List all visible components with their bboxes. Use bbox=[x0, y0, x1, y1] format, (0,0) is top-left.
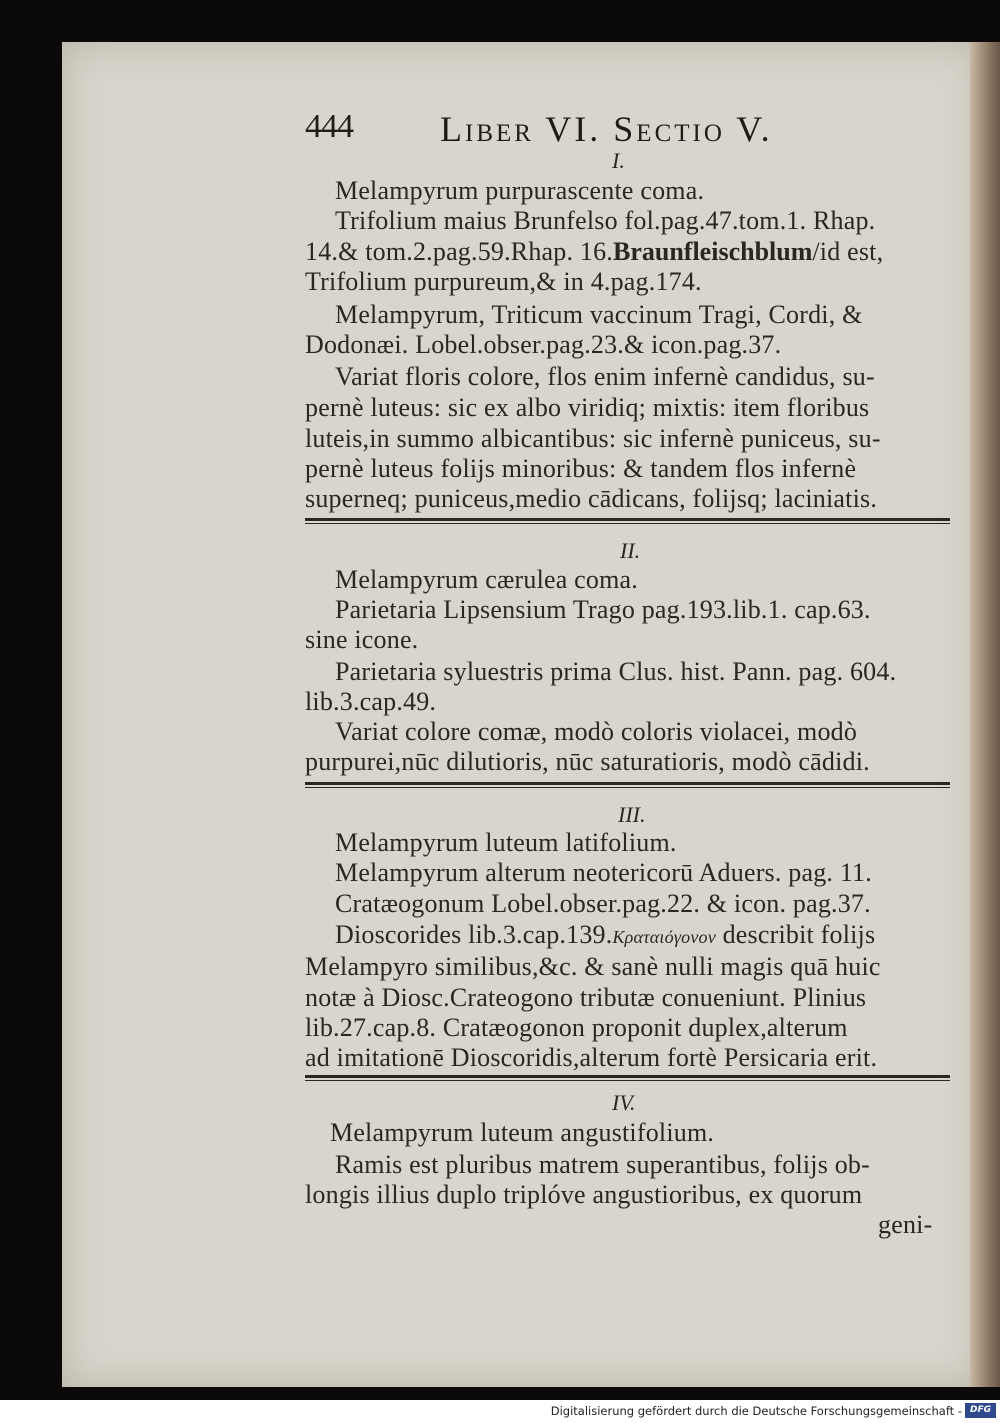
catchword: geni- bbox=[878, 1210, 933, 1239]
section-2-line-4: Parietaria syluestris prima Clus. hist. Pann. pag. 604. bbox=[335, 657, 897, 686]
section-divider-2 bbox=[305, 782, 950, 788]
section-3-line-5: Melampyro similibus,&c. & sanè nulli magis quā huic bbox=[305, 952, 881, 981]
section-3-line-2: Melampyrum alterum neotericorū Aduers. pag. 11. bbox=[335, 858, 872, 887]
section-1-line-6: Dodonæi. Lobel.obser.pag.23.& icon.pag.37. bbox=[305, 330, 782, 359]
section-3-line-4-tail: describit folijs bbox=[722, 920, 876, 949]
section-1-line-10: pernè luteus folijs minoribus: & tandem flos infernè bbox=[305, 454, 857, 483]
section-3-line-4-text: Dioscorides lib.3.cap.139. bbox=[335, 920, 613, 949]
section-numeral-2: II. bbox=[620, 538, 641, 563]
section-3-line-8: ad imitationē Dioscoridis,alterum fortè Persicaria erit. bbox=[305, 1043, 878, 1072]
section-numeral-4: IV. bbox=[612, 1090, 636, 1115]
section-1-line-3 bbox=[305, 237, 883, 267]
section-divider-1 bbox=[305, 518, 950, 524]
section-1-line-7: Variat floris colore, flos enim infernè candidus, su- bbox=[335, 362, 875, 391]
footer-bar bbox=[0, 1400, 1000, 1423]
section-4-line-2: Ramis est pluribus matrem superantibus, folijs ob- bbox=[335, 1150, 870, 1179]
section-1-line-3-text: 14.& tom.2.pag.59.Rhap. 16. bbox=[305, 237, 613, 266]
section-2-line-2: Parietaria Lipsensium Trago pag.193.lib.1. cap.63. bbox=[335, 595, 871, 624]
section-numeral-3: III. bbox=[618, 802, 646, 827]
section-4-line-3: longis illius duplo triplóve angustioribus, ex quorum bbox=[305, 1180, 863, 1209]
section-2-line-7: purpurei,nūc dilutioris, nūc saturatioris, modò cādidi. bbox=[305, 747, 870, 776]
section-3-line-3: Cratæogonum Lobel.obser.pag.22. & icon. pag.37. bbox=[335, 889, 871, 918]
fraktur-tail: /id est, bbox=[812, 237, 884, 266]
section-1-line-5: Melampyrum, Triticum vaccinum Tragi, Cordi, & bbox=[335, 300, 863, 329]
section-2-line-5: lib.3.cap.49. bbox=[305, 687, 437, 716]
section-3-line-6: notæ à Diosc.Crateogono tributæ conueniunt. Plinius bbox=[305, 983, 867, 1012]
fraktur-word: Braunfleischblum bbox=[613, 237, 813, 266]
section-1-line-4: Trifolium purpureum,& in 4.pag.174. bbox=[305, 267, 702, 296]
running-title: Liber VI. Sectio V. bbox=[440, 109, 773, 149]
section-2-line-1: Melampyrum cærulea coma. bbox=[335, 565, 638, 594]
dfg-logo: DFG bbox=[965, 1403, 996, 1418]
section-1-line-1: Melampyrum purpurascente coma. bbox=[335, 176, 705, 205]
section-3-line-4 bbox=[335, 920, 875, 952]
greek-word: Κραταιόγονον bbox=[612, 927, 716, 947]
page-edge bbox=[970, 42, 1000, 1387]
section-3-line-7: lib.27.cap.8. Cratæogonon proponit duplex,alterum bbox=[305, 1013, 848, 1042]
section-divider-3 bbox=[305, 1075, 950, 1081]
section-1-line-8: pernè luteus: sic ex albo viridiq; mixtis: item floribus bbox=[305, 393, 870, 422]
section-2-line-6: Variat colore comæ, modò coloris violacei, modò bbox=[335, 717, 858, 746]
page-number: 444 bbox=[305, 108, 353, 145]
section-4-line-1: Melampyrum luteum angustifolium. bbox=[330, 1118, 715, 1147]
section-numeral-1: I. bbox=[612, 148, 625, 173]
footer-credit: Digitalisierung gefördert durch die Deutsche Forschungsgemeinschaft - bbox=[550, 1404, 962, 1418]
section-1-line-11: superneq; puniceus,medio cādicans, folijsq; laciniatis. bbox=[305, 484, 878, 513]
section-2-line-3: sine icone. bbox=[305, 625, 419, 654]
section-1-line-9: luteis,in summo albicantibus: sic infernè puniceus, su- bbox=[305, 424, 881, 453]
section-3-line-1: Melampyrum luteum latifolium. bbox=[335, 828, 677, 857]
section-1-line-2: Trifolium maius Brunfelso fol.pag.47.tom.1. Rhap. bbox=[335, 206, 876, 235]
